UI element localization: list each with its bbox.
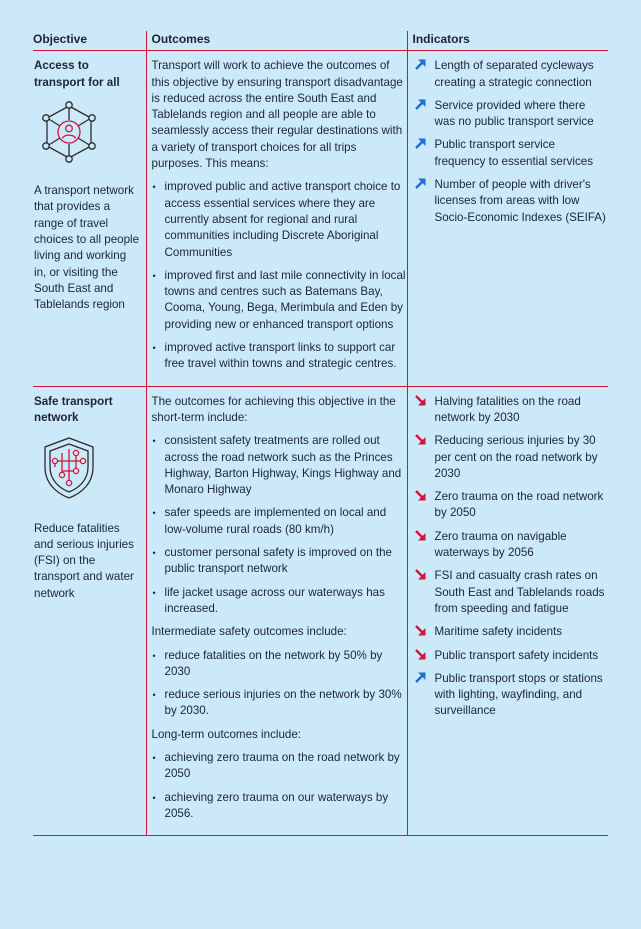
objective-description: A transport network that provides a range of travel choices to all people living and working in, or visiting the South East and Tablelands region [34, 184, 140, 312]
list-item: • safer speeds are implemented on local and low-volume rural roads (80 km/h) [152, 505, 406, 538]
indicator-text: Number of people with driver's licenses from areas with low Socio-Economic Indexes (SEIFA) [434, 178, 606, 224]
indicator-text: Service provided where there was no public transport service [434, 98, 594, 129]
network-person-icon [40, 100, 140, 169]
indicator-item [413, 489, 608, 522]
outcome-subheading: Long-term outcomes include: [151, 727, 302, 741]
indicator-text: Public transport safety incidents [434, 648, 599, 662]
arrow-down-icon [414, 394, 427, 407]
outcome-list [152, 648, 406, 720]
header-objective: Objective [33, 31, 146, 51]
indicator-text: Public transport stops or stations with lighting, wayfinding, and surveillance [434, 671, 603, 718]
objective-title: Access to transport for all [34, 59, 120, 89]
indicator-text: Halving fatalities on the road network by 2030 [434, 394, 581, 424]
indicator-text: Zero trauma on navigable waterways by 2056 [434, 529, 567, 560]
table-row-access [33, 51, 608, 386]
list-item: • improved first and last mile connectivity in local towns and centres such as Batemans Bay, Cooma, Young, Bega, Merimbula and Eden by providing new or enhanced transport options [152, 268, 406, 333]
list-item: • reduce serious injuries on the network by 30% by 2030. [152, 687, 406, 720]
arrow-up-icon [414, 137, 427, 150]
outcome-list [152, 750, 406, 822]
outcome-list [152, 433, 406, 617]
arrow-down-icon [414, 529, 427, 542]
list-item: • life jacket usage across our waterways has increased. [152, 585, 406, 618]
indicator-text: FSI and casualty crash rates on South East and Tablelands roads from speeding and fatigue [434, 569, 605, 615]
arrow-up-icon [414, 58, 427, 71]
list-item: • improved active transport links to support car free travel within towns and strategic centres. [152, 340, 406, 373]
indicators-cell [407, 386, 608, 836]
arrow-up-icon [414, 671, 427, 684]
shield-network-icon [40, 435, 140, 506]
objective-description: Reduce fatalities and serious injuries (FSI) on the transport and water network [34, 521, 134, 600]
indicator-item [413, 648, 608, 664]
indicator-item [413, 58, 608, 91]
indicator-item [413, 568, 608, 617]
arrow-up-icon [414, 98, 427, 111]
list-item: • consistent safety treatments are rolled out across the road network such as the Princes Highway, Barton Highway, Kings Highway and Monaro Highway [152, 433, 406, 498]
indicator-text: Length of separated cycleways creating a strategic connection [434, 59, 594, 89]
header-outcomes: Outcomes [146, 31, 407, 51]
objectives-table [33, 31, 608, 836]
arrow-down-icon [414, 568, 427, 581]
objective-cell [33, 51, 146, 386]
table-row-safe [33, 386, 608, 836]
arrow-down-icon [414, 433, 427, 446]
indicator-item [413, 671, 608, 720]
indicators-cell [407, 51, 608, 386]
indicator-list [413, 58, 608, 226]
indicator-item [413, 98, 608, 131]
arrow-up-icon [414, 177, 427, 190]
arrow-down-icon [414, 624, 427, 637]
indicator-item [413, 137, 608, 170]
indicator-list [413, 394, 608, 720]
arrow-down-icon [414, 648, 427, 661]
list-item: • achieving zero trauma on our waterways by 2056. [152, 790, 406, 823]
indicator-text: Zero trauma on the road network by 2050 [434, 490, 604, 520]
indicator-text: Reducing serious injuries by 30 per cent on the road network by 2030 [434, 434, 598, 480]
outcome-subheading: Intermediate safety outcomes include: [151, 625, 347, 639]
outcomes-cell [146, 386, 407, 836]
objective-title: Safe transport network [34, 394, 113, 424]
header-row [33, 31, 608, 51]
list-item: • reduce fatalities on the network by 50% by 2030 [152, 648, 406, 681]
outcome-list [152, 179, 406, 372]
indicator-item [413, 624, 608, 640]
indicator-item [413, 394, 608, 427]
list-item: • achieving zero trauma on the road network by 2050 [152, 750, 406, 783]
outcome-intro: Transport will work to achieve the outcomes of this objective by ensuring transport disadvantage is reduced across the entire South East and Tablelands region and all people are able to seamlessly access their regular destinations with a variety of transport choices for all trips purposes. This means: [151, 59, 403, 171]
objective-cell [33, 386, 146, 836]
indicator-item [413, 433, 608, 482]
indicator-text: Public transport service frequency to essential services [434, 138, 594, 168]
outcomes-cell [146, 51, 407, 386]
indicator-item [413, 529, 608, 562]
arrow-down-icon [414, 489, 427, 502]
indicator-item [413, 177, 608, 226]
indicator-text: Maritime safety incidents [434, 625, 563, 639]
header-indicators: Indicators [407, 31, 608, 51]
list-item: • improved public and active transport choice to access essential services where they are currently absent for regional and rural communities including Discrete Aboriginal Communities [152, 179, 406, 260]
list-item: • customer personal safety is improved on the public transport network [152, 545, 406, 578]
outcome-intro: The outcomes for achieving this objective in the short-term include: [151, 394, 396, 424]
